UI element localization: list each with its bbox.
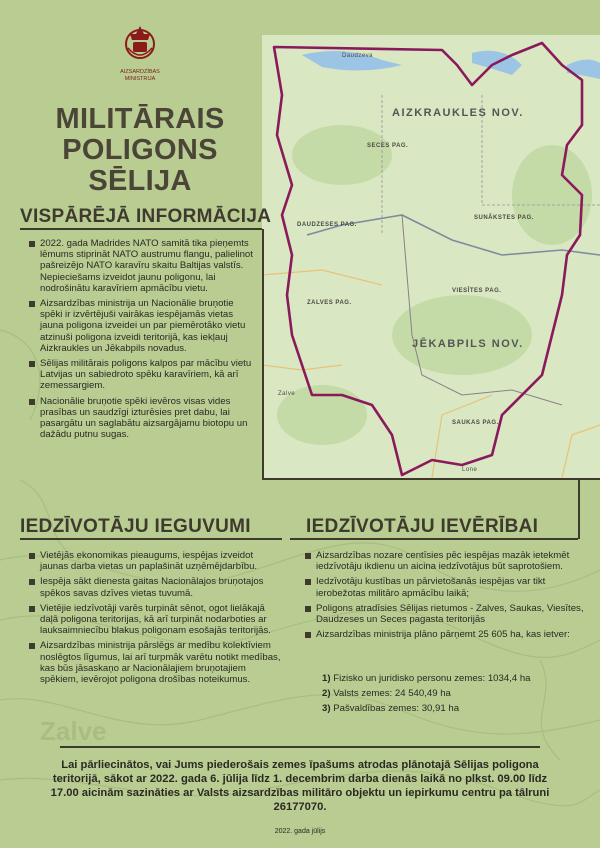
title-line1: MILITĀRAIS bbox=[55, 103, 225, 135]
benefits-item: Vietējās ekonomikas pieaugums, iespējas izveidot jaunas darba vietas un paplašināt uzņēmējdarbību. bbox=[28, 550, 284, 572]
map-label-daudzeva: Daudzeva bbox=[342, 53, 374, 59]
benefits-item: Iespēja sākt dienesta gaitas Nacionālajos bruņotajos spēkos savas dzīves vietas tuvumā. bbox=[28, 576, 284, 598]
map-label-saukas: SAUKAS PAG. bbox=[452, 420, 499, 426]
map-label-sunakstes: SUNĀKSTES PAG. bbox=[474, 215, 534, 221]
general-item: Sēlijas militārais poligons kalpos par mācību vietu Latvijas un sabiedroto spēku karavīriem, kā arī zemessargiem. bbox=[28, 358, 258, 392]
map-label-jekabpils: JĒKABPILS NOV. bbox=[412, 338, 524, 350]
land-item-text: Valsts zemes: 24 540,49 ha bbox=[333, 688, 451, 700]
map-label-viesites: VIESĪTES PAG. bbox=[452, 288, 502, 294]
general-heading-rule bbox=[20, 228, 262, 230]
logo-text-line2: MINISTRIJA bbox=[124, 76, 156, 82]
title-line2: POLIGONS bbox=[62, 134, 218, 166]
land-item bbox=[322, 703, 588, 714]
map-label-daudzeses: DAUDZESES PAG. bbox=[297, 222, 357, 228]
land-item-num: 1) bbox=[322, 673, 331, 684]
logo-text-line1: AIZSARDZĪBAS bbox=[120, 69, 160, 75]
polygon-map bbox=[262, 35, 600, 478]
general-heading: VISPĀRĒJĀ INFORMĀCIJA bbox=[20, 206, 272, 227]
land-item-num: 3) bbox=[322, 703, 331, 715]
publication-date: 2022. gada jūlijs bbox=[274, 828, 326, 835]
general-list bbox=[28, 238, 258, 444]
land-breakdown bbox=[322, 673, 588, 719]
benefits-heading: IEDZĪVOTĀJU IEGUVUMI bbox=[20, 516, 251, 537]
map-label-aizkraukles: AIZKRAUKLES NOV. bbox=[392, 107, 524, 119]
benefits-item: Aizsardzības ministrija pārslēgs ar medību kolektīviem noslēgtos līgumus, lai arī turpmāk varētu notikt medības, kas būs jāsaskaņo ar Nacionālajiem bruņotajiem spēkiem, ievērojot poligona drošības noteikumus. bbox=[28, 640, 284, 685]
title-line3: SĒLIJA bbox=[88, 165, 192, 197]
benefits-list bbox=[28, 550, 284, 689]
contact-info: Lai pārliecinātos, vai Jums piederošais zemes īpašums atrodas plānotajā Sēlijas poligona teritorijā, sākot ar 2022. gada 6. jūlija līdz 1. decembrim darba dienās laikā no plkst. 09.00 līdz 17.00 aicinām sazināties ar Valsts aizsardzības militāro objektu un iepirkumu centru pa tālruni 26177070. bbox=[50, 759, 550, 813]
land-item bbox=[322, 688, 588, 699]
general-item: Aizsardzības ministrija un Nacionālie bruņotie spēki ir izvērtējuši vairākas iespējamās vietas jauna poligona izveidei un par piemērotāko vietu atzinuši poligona izveidi teritorijā, kas iekļauj Aizkraukles un Jēkabpils novadus. bbox=[28, 298, 258, 354]
notes-heading: IEDZĪVOTĀJU IEVĒRĪBAI bbox=[306, 516, 539, 537]
benefits-heading-rule bbox=[20, 538, 282, 540]
land-item bbox=[322, 673, 588, 684]
svg-text:Zalve: Zalve bbox=[40, 716, 107, 746]
notes-item: Aizsardzības ministrija plāno pārņemt 25 605 ha, kas ietver: bbox=[304, 629, 588, 640]
notes-list bbox=[304, 550, 588, 644]
map-label-zalve: Zalve bbox=[278, 391, 296, 397]
page-title bbox=[18, 104, 262, 197]
benefits-item: Vietējie iedzīvotāji varēs turpināt sēnot, ogot lielākajā daļā poligona teritorijas, kā arī turpināt nodarboties ar lauksaimniecību blakus poligonam esošajās teritorijās. bbox=[28, 603, 284, 637]
land-item-num: 2) bbox=[322, 688, 331, 700]
map-graphic bbox=[262, 35, 600, 478]
map-bottom-rule bbox=[262, 478, 600, 480]
general-side-rule bbox=[262, 229, 264, 479]
land-item-text: Pašvaldības zemes: 30,91 ha bbox=[333, 703, 460, 715]
general-item: Nacionālie bruņotie spēki ievēros visas vides prasības un saudzīgi izturēsies pret dabu, lai pasargātu un saglabātu aizsargājamu biotopu un dažādu putnu sugas. bbox=[28, 396, 258, 441]
map-label-seces: SECES PAG. bbox=[367, 143, 409, 149]
notes-side-rule bbox=[578, 480, 580, 539]
land-item-text: Fizisko un juridisko personu zemes: 1034,4 ha bbox=[333, 673, 531, 684]
notes-heading-rule bbox=[290, 538, 578, 540]
map-label-zalves: ZALVES PAG. bbox=[307, 300, 352, 306]
map-label-lone: Lone bbox=[462, 467, 478, 473]
notes-item: Aizsardzības nozare centīsies pēc iespējas mazāk ietekmēt iedzīvotāju ikdienu un aicina iedzīvotājus būt saprotošiem. bbox=[304, 550, 588, 572]
contact-rule bbox=[60, 746, 540, 748]
ministry-logo bbox=[108, 22, 172, 83]
notes-item: Iedzīvotāju kustības un pārvietošanās iespējas var tikt ierobežotas militāro apmācību laikā; bbox=[304, 576, 588, 598]
general-item: 2022. gada Madrides NATO samitā tika pieņemts lēmums stiprināt NATO austrumu flangu, palielinot pašreizējo NATO karavīru skaitu Baltijas valstīs. Nepieciešams izveidot jaunu poligonu, lai nodrošinātu karavīriem apmācību vietu. bbox=[28, 238, 258, 294]
notes-item: Poligons atradīsies Sēlijas rietumos - Zalves, Saukas, Viesītes, Daudzeses un Seces pagasta teritorijās bbox=[304, 603, 588, 625]
ministry-emblem-icon bbox=[120, 22, 160, 62]
